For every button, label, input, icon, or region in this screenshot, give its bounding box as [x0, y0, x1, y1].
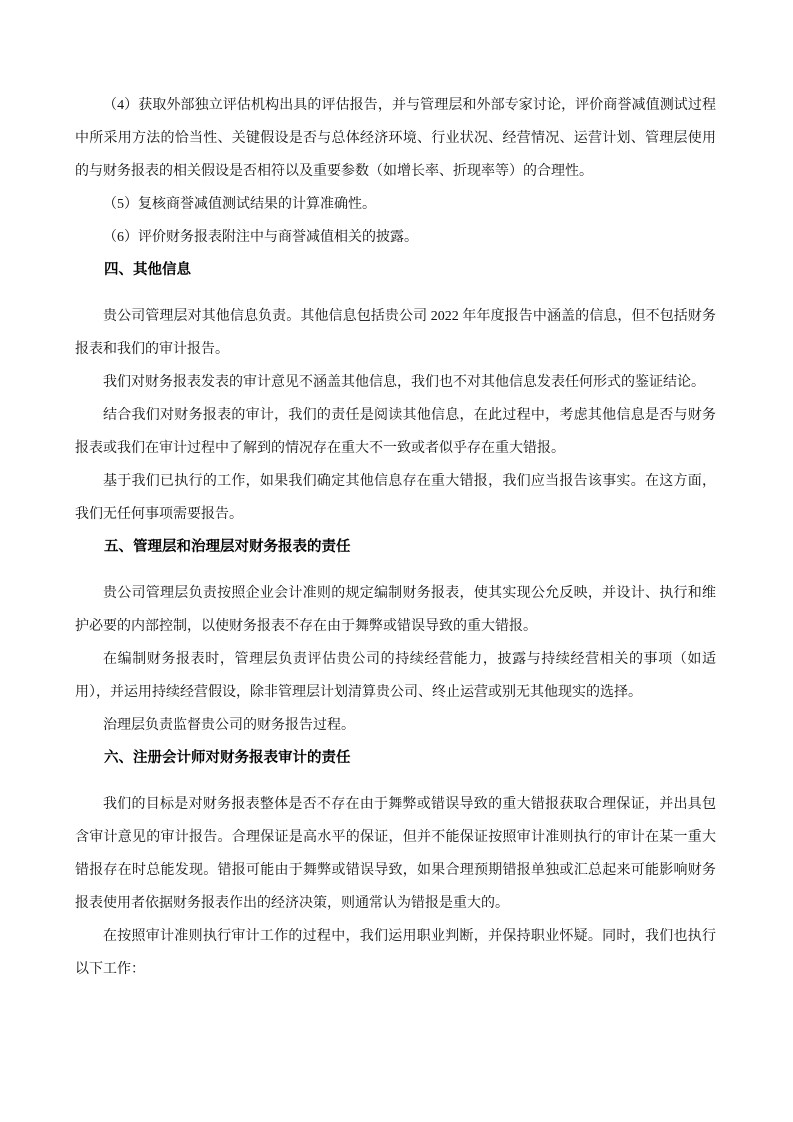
document-body [75, 89, 716, 986]
other-information-paragraph-3: 结合我们对财务报表的审计，我们的责任是阅读其他信息，在此过程中，考虑其他信息是否与财务报表或我们在审计过程中了解到的情况存在重大不一致或者似乎存在重大错报。 [75, 408, 716, 456]
auditor-responsibility-paragraph-1: 我们的目标是对财务报表整体是否不存在由于舞弊或错误导致的重大错报获取合理保证，并出具包含审计意见的审计报告。合理保证是高水平的保证，但并不能保证按照审计准则执行的审计在某一重大错报存在时总能发现。错报可能由于舞弊或错误导致，如果合理预期错报单独或汇总起来可能影响财务报表使用者依据财务报表作出的经济决策，则通常认为错报是重大的。 [75, 797, 716, 911]
section-heading-other-information: 四、其他信息 [104, 262, 191, 278]
management-responsibility-paragraph-3: 治理层负责监督贵公司的财务报告过程。 [103, 718, 355, 733]
procedure-item-6: （6）评价财务报表附注中与商誉减值相关的披露。 [103, 230, 418, 245]
procedure-item-4: （4）获取外部独立评估机构出具的评估报告，并与管理层和外部专家讨论，评价商誉减值测试过程中所采用方法的恰当性、关键假设是否与总体经济环境、行业状况、经营情况、运营计划、管理层使用的与财务报表的相关假设是否相符以及重要参数（如增长率、折现率等）的合理性。 [75, 98, 716, 179]
section-heading-management-responsibility: 五、管理层和治理层对财务报表的责任 [104, 539, 351, 555]
auditor-responsibility-paragraph-2: 在按照审计准则执行审计工作的过程中，我们运用职业判断，并保持职业怀疑。同时，我们也执行以下工作： [75, 929, 716, 977]
management-responsibility-paragraph-2: 在编制财务报表时，管理层负责评估贵公司的持续经营能力，披露与持续经营相关的事项（如适用），并运用持续经营假设，除非管理层计划清算贵公司、终止运营或别无其他现实的选择。 [75, 652, 716, 700]
other-information-paragraph-1: 贵公司管理层对其他信息负责。其他信息包括贵公司 2022 年年度报告中涵盖的信息，但不包括财务报表和我们的审计报告。 [75, 309, 716, 357]
management-responsibility-paragraph-1: 贵公司管理层负责按照企业会计准则的规定编制财务报表，使其实现公允反映，并设计、执行和维护必要的内部控制，以使财务报表不存在由于舞弊或错误导致的重大错报。 [75, 586, 716, 634]
other-information-paragraph-4: 基于我们已执行的工作，如果我们确定其他信息存在重大错报，我们应当报告该事实。在这方面，我们无任何事项需要报告。 [75, 474, 716, 522]
procedure-item-5: （5）复核商誉减值测试结果的计算准确性。 [103, 197, 376, 212]
other-information-paragraph-2: 我们对财务报表发表的审计意见不涵盖其他信息，我们也不对其他信息发表任何形式的鉴证结论。 [103, 375, 705, 390]
section-heading-auditor-responsibility: 六、注册会计师对财务报表审计的责任 [104, 750, 351, 766]
